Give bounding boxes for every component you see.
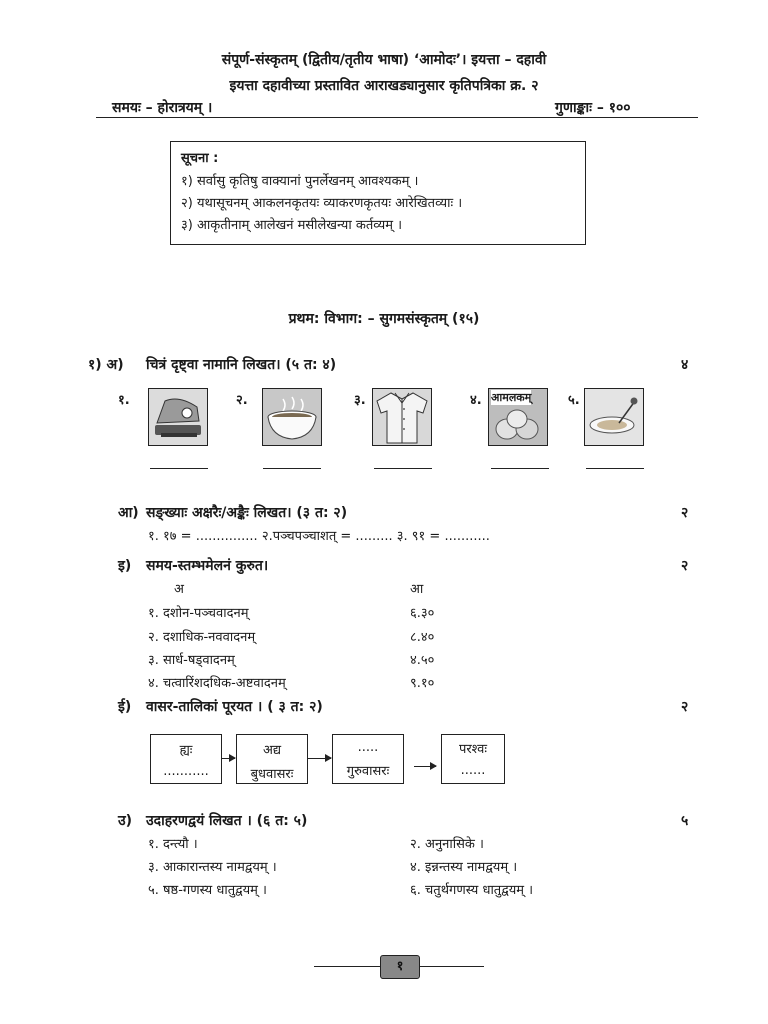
instruction-2: २) यथासूचनम् आकलनकृतयः व्याकरणकृतयः आरेखितव्याः । <box>181 196 463 211</box>
day-box-top: परश्वः <box>458 742 488 757</box>
day-box-top: ह्यः <box>179 743 193 758</box>
day-box-bottom: बुधवासरः <box>250 767 294 782</box>
q1b-label: आ) <box>118 505 139 521</box>
match-row-a: ३. सार्ध-षड्वादनम् <box>148 653 235 668</box>
q1b-text: सङ्ख्याः अक्षरैः/अङ्कैः लिखत। (३ त: २) <box>146 505 348 521</box>
match-row-b: ८.४० <box>410 630 435 645</box>
q1c-label: इ) <box>118 558 132 574</box>
q1b-line: १. १७ = ............... २.पञ्चपञ्चाशत् = ......... ३. ९१ = ........... <box>148 529 490 544</box>
example-item: ६. चतुर्थगणस्य धातुद्वयम् । <box>410 883 534 898</box>
q1c-marks: २ <box>681 558 689 574</box>
example-item: ५. षष्ठ-गणस्य धातुद्वयम् । <box>148 883 267 898</box>
day-box-bottom: ........... <box>163 764 209 779</box>
q1d-label: ई) <box>118 699 132 715</box>
answer-blank <box>150 468 208 469</box>
q1b-marks: २ <box>681 505 689 521</box>
q1a-label: १) अ) <box>88 357 124 373</box>
match-row-a: ४. चत्वारिंशदधिक-अष्टवादनम् <box>148 676 286 691</box>
column-a-heading: अ <box>174 582 184 597</box>
day-box-top: अद्य <box>262 743 282 758</box>
day-box-bottom: गुरुवासरः <box>346 764 390 779</box>
pic-number: २. <box>236 393 248 408</box>
paper-title: संपूर्ण-संस्कृतम् (द्वितीय/तृतीय भाषा) ‘आमोदः’। इयत्ता – दहावी <box>221 52 547 68</box>
day-box-day-after <box>441 734 505 784</box>
pic-number: ५. <box>568 393 580 408</box>
time-label: समयः – होरात्रयम् । <box>112 100 213 116</box>
day-box-yesterday <box>150 734 222 784</box>
arrow-icon <box>307 758 331 759</box>
q1a-text: चित्रं दृष्ट्वा नामानि लिखत। (५ त: ४) <box>146 357 337 373</box>
paper-subtitle: इयत्ता दहावीच्या प्रस्तावित आराखड्यानुसार कृतिपत्रिका क्र. २ <box>229 78 539 94</box>
answer-blank <box>263 468 321 469</box>
example-item: २. अनुनासिके । <box>410 837 484 852</box>
match-row-b: ४.५० <box>410 653 435 668</box>
q1e-label: उ) <box>118 813 133 829</box>
match-row-b: ९.१० <box>410 676 435 691</box>
q1e-text: उदाहरणद्वयं लिखत । (६ त: ५) <box>146 813 308 829</box>
answer-blank <box>491 468 549 469</box>
q1a-marks: ४ <box>681 357 689 373</box>
instructions-box <box>170 141 586 245</box>
match-row-a: १. दशोन-पञ्चवादनम् <box>148 606 249 621</box>
header-rule <box>96 117 698 118</box>
pic-number: ४. <box>470 393 482 408</box>
instruction-3: ३) आकृतीनाम् आलेखनं मसीलेखन्या कर्तव्यम् । <box>181 218 403 233</box>
day-box-top: ..... <box>357 740 379 755</box>
answer-blank <box>374 468 432 469</box>
instructions-title: सूचना : <box>181 151 219 166</box>
q1d-marks: २ <box>681 699 689 715</box>
footer-rule-right <box>418 966 484 967</box>
q1e-marks: ५ <box>681 813 689 829</box>
stapler-icon <box>148 388 208 446</box>
q1d-text: वासर-तालिकां पूरयत । ( ३ त: २) <box>146 699 323 715</box>
section-title: प्रथम: विभाग: – सुगमसंस्कृतम् (१५) <box>288 311 480 327</box>
marks-label: गुणाङ्काः – १०० <box>555 100 631 116</box>
day-box-today <box>236 734 308 784</box>
arrow-icon <box>414 766 436 767</box>
bowl-icon <box>262 388 322 446</box>
footer-rule-left <box>314 966 380 967</box>
example-item: ४. इन्नन्तस्य नामद्वयम् । <box>410 860 518 875</box>
page-number: १ <box>380 955 420 979</box>
amla-caption: आमलकम् <box>491 391 532 404</box>
shirt-icon <box>372 388 432 446</box>
match-row-b: ६.३० <box>410 606 435 621</box>
match-row-a: २. दशाधिक-नववादनम् <box>148 630 256 645</box>
arrow-icon <box>221 758 235 759</box>
day-box-tomorrow <box>332 734 404 784</box>
instruction-1: १) सर्वासु कृतिषु वाक्यानां पुनर्लेखनम् आवश्यकम् । <box>181 174 419 189</box>
example-item: १. दन्त्यौ । <box>148 837 198 852</box>
pic-number: ३. <box>354 393 366 408</box>
q1c-text: समय-स्तम्भमेलनं कुरुत। <box>146 558 269 574</box>
amla-icon <box>488 388 548 446</box>
example-item: ३. आकारान्तस्य नामद्वयम् । <box>148 860 277 875</box>
pic-number: १. <box>118 393 130 408</box>
plate-icon <box>584 388 644 446</box>
answer-blank <box>586 468 644 469</box>
day-box-bottom: ...... <box>460 763 486 778</box>
column-b-heading: आ <box>410 582 424 597</box>
